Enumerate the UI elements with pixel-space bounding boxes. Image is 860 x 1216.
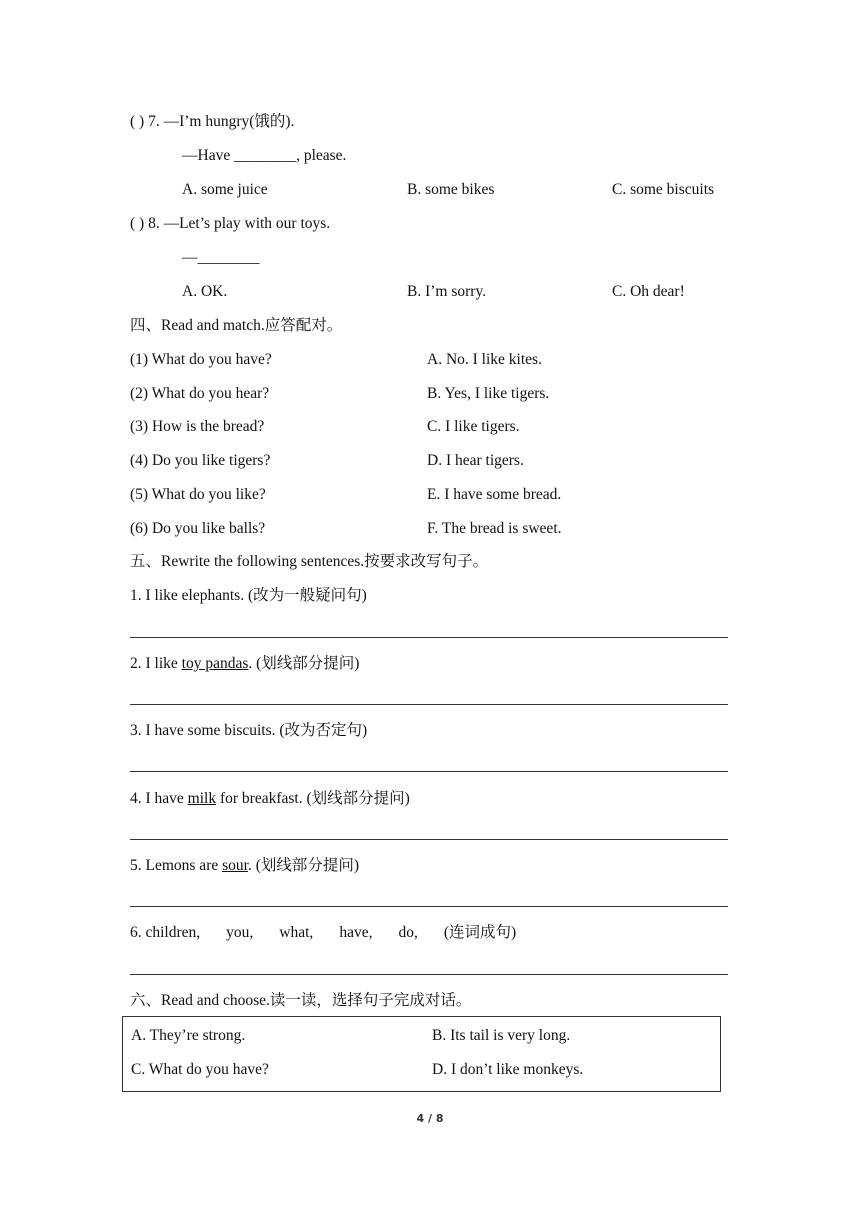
q8-option-b: B. I’m sorry. (407, 283, 487, 300)
match-left-5: (5) What do you like? (130, 486, 266, 503)
match-left-4: (4) Do you like tigers? (130, 452, 271, 469)
scrambled-word: you, (226, 924, 254, 941)
match-right-e: E. I have some bread. (427, 486, 562, 503)
match-right-d: D. I hear tigers. (427, 452, 524, 469)
q7-option-a: A. some juice (182, 181, 268, 198)
answer-line-3[interactable] (130, 771, 728, 772)
section5-heading: 五、Rewrite the following sentences.按要求改写句子。 (130, 553, 489, 570)
rewrite-q1: 1. I like elephants. (改为一般疑问句) (130, 587, 367, 604)
option-d: D. I don’t like monkeys. (432, 1061, 584, 1078)
match-left-6: (6) Do you like balls? (130, 520, 266, 537)
scrambled-word: do, (398, 924, 418, 941)
scrambled-word: what, (279, 924, 314, 941)
match-right-a: A. No. I like kites. (427, 351, 542, 368)
rewrite-q4: 4. I have milk for breakfast. (划线部分提问) (130, 790, 410, 807)
q7-stem: ( ) 7. —I’m hungry(饿的). (130, 113, 295, 130)
rewrite-q5: 5. Lemons are sour. (划线部分提问) (130, 857, 360, 874)
option-b: B. Its tail is very long. (432, 1027, 571, 1044)
q8-option-c: C. Oh dear! (612, 283, 685, 300)
answer-line-4[interactable] (130, 839, 728, 840)
underlined-phrase: toy pandas (181, 655, 249, 672)
instruction: (连词成句) (443, 924, 517, 941)
q7-line2: —Have ________, please. (182, 147, 347, 164)
underlined-phrase: milk (187, 790, 217, 807)
match-right-f: F. The bread is sweet. (427, 520, 562, 537)
underlined-phrase: sour (222, 857, 248, 874)
match-left-3: (3) How is the bread? (130, 418, 265, 435)
q8-option-a: A. OK. (182, 283, 228, 300)
rewrite-q2: 2. I like toy pandas. (划线部分提问) (130, 655, 360, 672)
answer-line-1[interactable] (130, 637, 728, 638)
page-number: 4 / 8 (416, 1112, 444, 1125)
scrambled-word: have, (339, 924, 373, 941)
answer-line-5[interactable] (130, 906, 728, 907)
q7-option-b: B. some bikes (407, 181, 495, 198)
answer-line-6[interactable] (130, 974, 728, 975)
section6-heading: 六、Read and choose.读一读，选择句子完成对话。 (130, 992, 472, 1009)
q8-line2: —________ (182, 249, 260, 266)
scrambled-word: 6. children, (130, 924, 201, 941)
match-left-2: (2) What do you hear? (130, 385, 270, 402)
option-c: C. What do you have? (131, 1061, 269, 1078)
rewrite-q6 (130, 923, 542, 943)
q7-option-c: C. some biscuits (612, 181, 715, 198)
q8-stem: ( ) 8. —Let’s play with our toys. (130, 215, 331, 232)
section4-heading: 四、Read and match.应答配对。 (130, 317, 343, 334)
match-right-c: C. I like tigers. (427, 418, 520, 435)
match-right-b: B. Yes, I like tigers. (427, 385, 550, 402)
rewrite-q3: 3. I have some biscuits. (改为否定句) (130, 722, 368, 739)
match-left-1: (1) What do you have? (130, 351, 272, 368)
option-a: A. They’re strong. (131, 1027, 246, 1044)
answer-line-2[interactable] (130, 704, 728, 705)
